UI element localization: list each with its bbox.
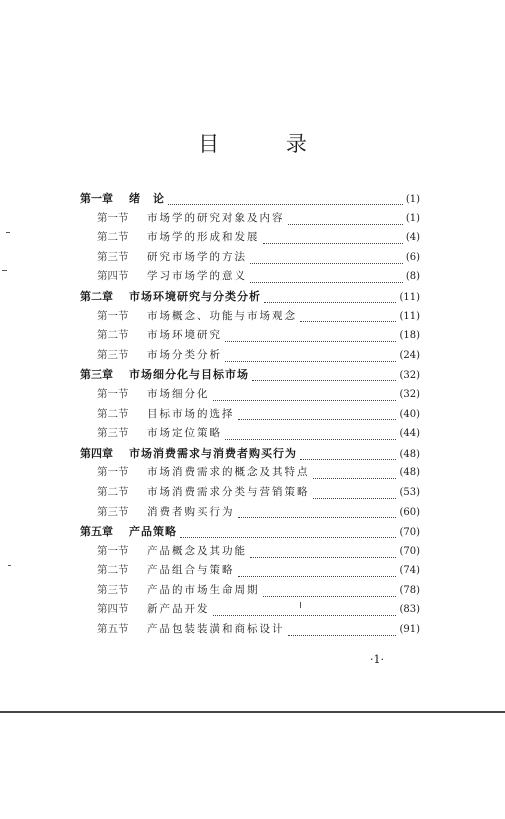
section-title: 产品组合与策略 <box>147 564 235 577</box>
section-title: 产品包装装潢和商标设计 <box>147 623 285 636</box>
toc-section-row <box>80 425 420 445</box>
toc-section-row <box>80 308 420 328</box>
toc-section-row <box>80 582 420 602</box>
toc-section-row <box>80 406 420 426</box>
chapter-title: 产品策略 <box>129 525 177 539</box>
page-reference: (44) <box>399 428 420 440</box>
page-reference: (70) <box>399 527 420 539</box>
dot-leader <box>238 571 397 577</box>
section-title: 市场定位策略 <box>147 427 222 440</box>
toc-section-row <box>80 386 420 406</box>
toc-section-row <box>80 562 420 582</box>
page-reference: (48) <box>399 467 420 479</box>
dot-leader <box>168 199 403 206</box>
section-number: 第一节 <box>97 211 129 224</box>
section-number: 第三节 <box>97 348 129 361</box>
toc-chapter-row <box>80 445 420 465</box>
dot-leader <box>263 238 403 244</box>
margin-mark <box>6 232 10 233</box>
chapter-number: 第三章 <box>80 368 113 382</box>
bottom-rule <box>0 711 505 713</box>
chapter-title: 市场环境研究与分类分析 <box>129 289 261 303</box>
section-number: 第三节 <box>97 250 129 263</box>
chapter-number: 第四章 <box>80 446 113 460</box>
dot-leader <box>252 375 396 382</box>
margin-mark <box>300 602 301 608</box>
page-reference: (4) <box>405 232 420 244</box>
toc-section-row <box>80 543 420 563</box>
toc-section-row <box>80 504 420 524</box>
toc-section-row <box>80 229 420 249</box>
chapter-number: 第一章 <box>80 192 113 205</box>
page-reference: (53) <box>399 486 420 498</box>
dot-leader <box>300 316 396 322</box>
dot-leader <box>213 395 397 401</box>
section-title: 目标市场的选择 <box>147 407 235 420</box>
page-reference: (60) <box>399 506 420 518</box>
toc-section-row <box>80 347 420 367</box>
page-reference: (11) <box>399 291 420 303</box>
section-number: 第一节 <box>97 309 129 322</box>
margin-mark <box>8 565 11 566</box>
dot-leader <box>313 473 397 479</box>
section-number: 第三节 <box>97 427 129 440</box>
section-title: 市场学的形成和发展 <box>147 231 260 244</box>
dot-leader <box>238 512 397 518</box>
dot-leader <box>288 630 397 636</box>
section-number: 第一节 <box>97 466 129 479</box>
dot-leader <box>300 453 396 460</box>
section-title: 市场概念、功能与市场观念 <box>147 309 297 322</box>
page-title: 目 录 <box>198 132 337 156</box>
dot-leader <box>250 277 403 283</box>
page-reference: (1) <box>405 212 420 224</box>
section-title: 学习市场学的意义 <box>147 270 247 283</box>
toc-chapter-row <box>80 190 420 210</box>
dot-leader <box>225 434 396 440</box>
page-reference: (91) <box>399 624 420 636</box>
section-number: 第一节 <box>97 544 129 557</box>
section-title: 市场环境研究 <box>147 329 222 342</box>
section-title: 市场细分化 <box>147 387 210 400</box>
chapter-number: 第五章 <box>80 525 113 539</box>
section-title: 消费者购买行为 <box>147 505 235 518</box>
section-number: 第二节 <box>97 329 129 342</box>
table-of-contents <box>80 190 420 641</box>
section-number: 第三节 <box>97 583 129 596</box>
dot-leader <box>225 336 396 342</box>
dot-leader <box>238 414 397 420</box>
margin-mark <box>2 270 7 271</box>
chapter-title: 市场细分化与目标市场 <box>129 368 249 382</box>
section-title: 市场分类分析 <box>147 348 222 361</box>
section-number: 第三节 <box>97 505 129 518</box>
section-title: 新产品开发 <box>147 603 210 616</box>
dot-leader <box>180 532 396 539</box>
page-reference: (32) <box>399 370 420 382</box>
page-reference: (24) <box>399 349 420 361</box>
toc-chapter-row <box>80 288 420 308</box>
page-reference: (83) <box>399 604 420 616</box>
toc-chapter-row <box>80 366 420 386</box>
toc-section-row <box>80 484 420 504</box>
dot-leader <box>288 218 403 224</box>
page-reference: (48) <box>399 448 420 460</box>
section-number: 第二节 <box>97 564 129 577</box>
dot-leader <box>313 493 397 499</box>
toc-section-row <box>80 601 420 621</box>
dot-leader <box>213 610 397 616</box>
page-reference: (1) <box>405 194 420 205</box>
section-title: 市场学的研究对象及内容 <box>147 211 285 224</box>
page-reference: (6) <box>405 251 420 263</box>
page-reference: (32) <box>399 388 420 400</box>
page-reference: (40) <box>399 408 420 420</box>
dot-leader <box>264 297 396 304</box>
page-reference: (70) <box>399 545 420 557</box>
page-reference: (74) <box>399 565 420 577</box>
chapter-title: 绪 论 <box>129 192 165 205</box>
page-reference: (11) <box>399 310 420 322</box>
dot-leader <box>225 355 396 361</box>
toc-section-row <box>80 268 420 288</box>
section-number: 第一节 <box>97 387 129 400</box>
dot-leader <box>250 257 403 263</box>
section-title: 市场消费需求的概念及其特点 <box>147 466 310 479</box>
page-number: ·1· <box>370 653 384 666</box>
section-title: 产品的市场生命周期 <box>147 583 260 596</box>
page-reference: (78) <box>399 584 420 596</box>
page-reference: (8) <box>405 271 420 283</box>
section-number: 第四节 <box>97 603 129 616</box>
toc-section-row <box>80 249 420 269</box>
toc-section-row <box>80 327 420 347</box>
toc-section-row <box>80 621 420 641</box>
section-title: 研究市场学的方法 <box>147 250 247 263</box>
toc-section-row <box>80 464 420 484</box>
toc-chapter-row <box>80 523 420 543</box>
section-title: 产品概念及其功能 <box>147 544 247 557</box>
section-number: 第二节 <box>97 485 129 498</box>
chapter-number: 第二章 <box>80 289 113 303</box>
page-reference: (18) <box>399 330 420 342</box>
toc-section-row <box>80 210 420 230</box>
section-number: 第四节 <box>97 270 129 283</box>
dot-leader <box>263 591 397 597</box>
section-number: 第二节 <box>97 407 129 420</box>
section-title: 市场消费需求分类与营销策略 <box>147 485 310 498</box>
section-number: 第五节 <box>97 623 129 636</box>
dot-leader <box>250 551 396 557</box>
chapter-title: 市场消费需求与消费者购买行为 <box>129 446 297 460</box>
section-number: 第二节 <box>97 231 129 244</box>
